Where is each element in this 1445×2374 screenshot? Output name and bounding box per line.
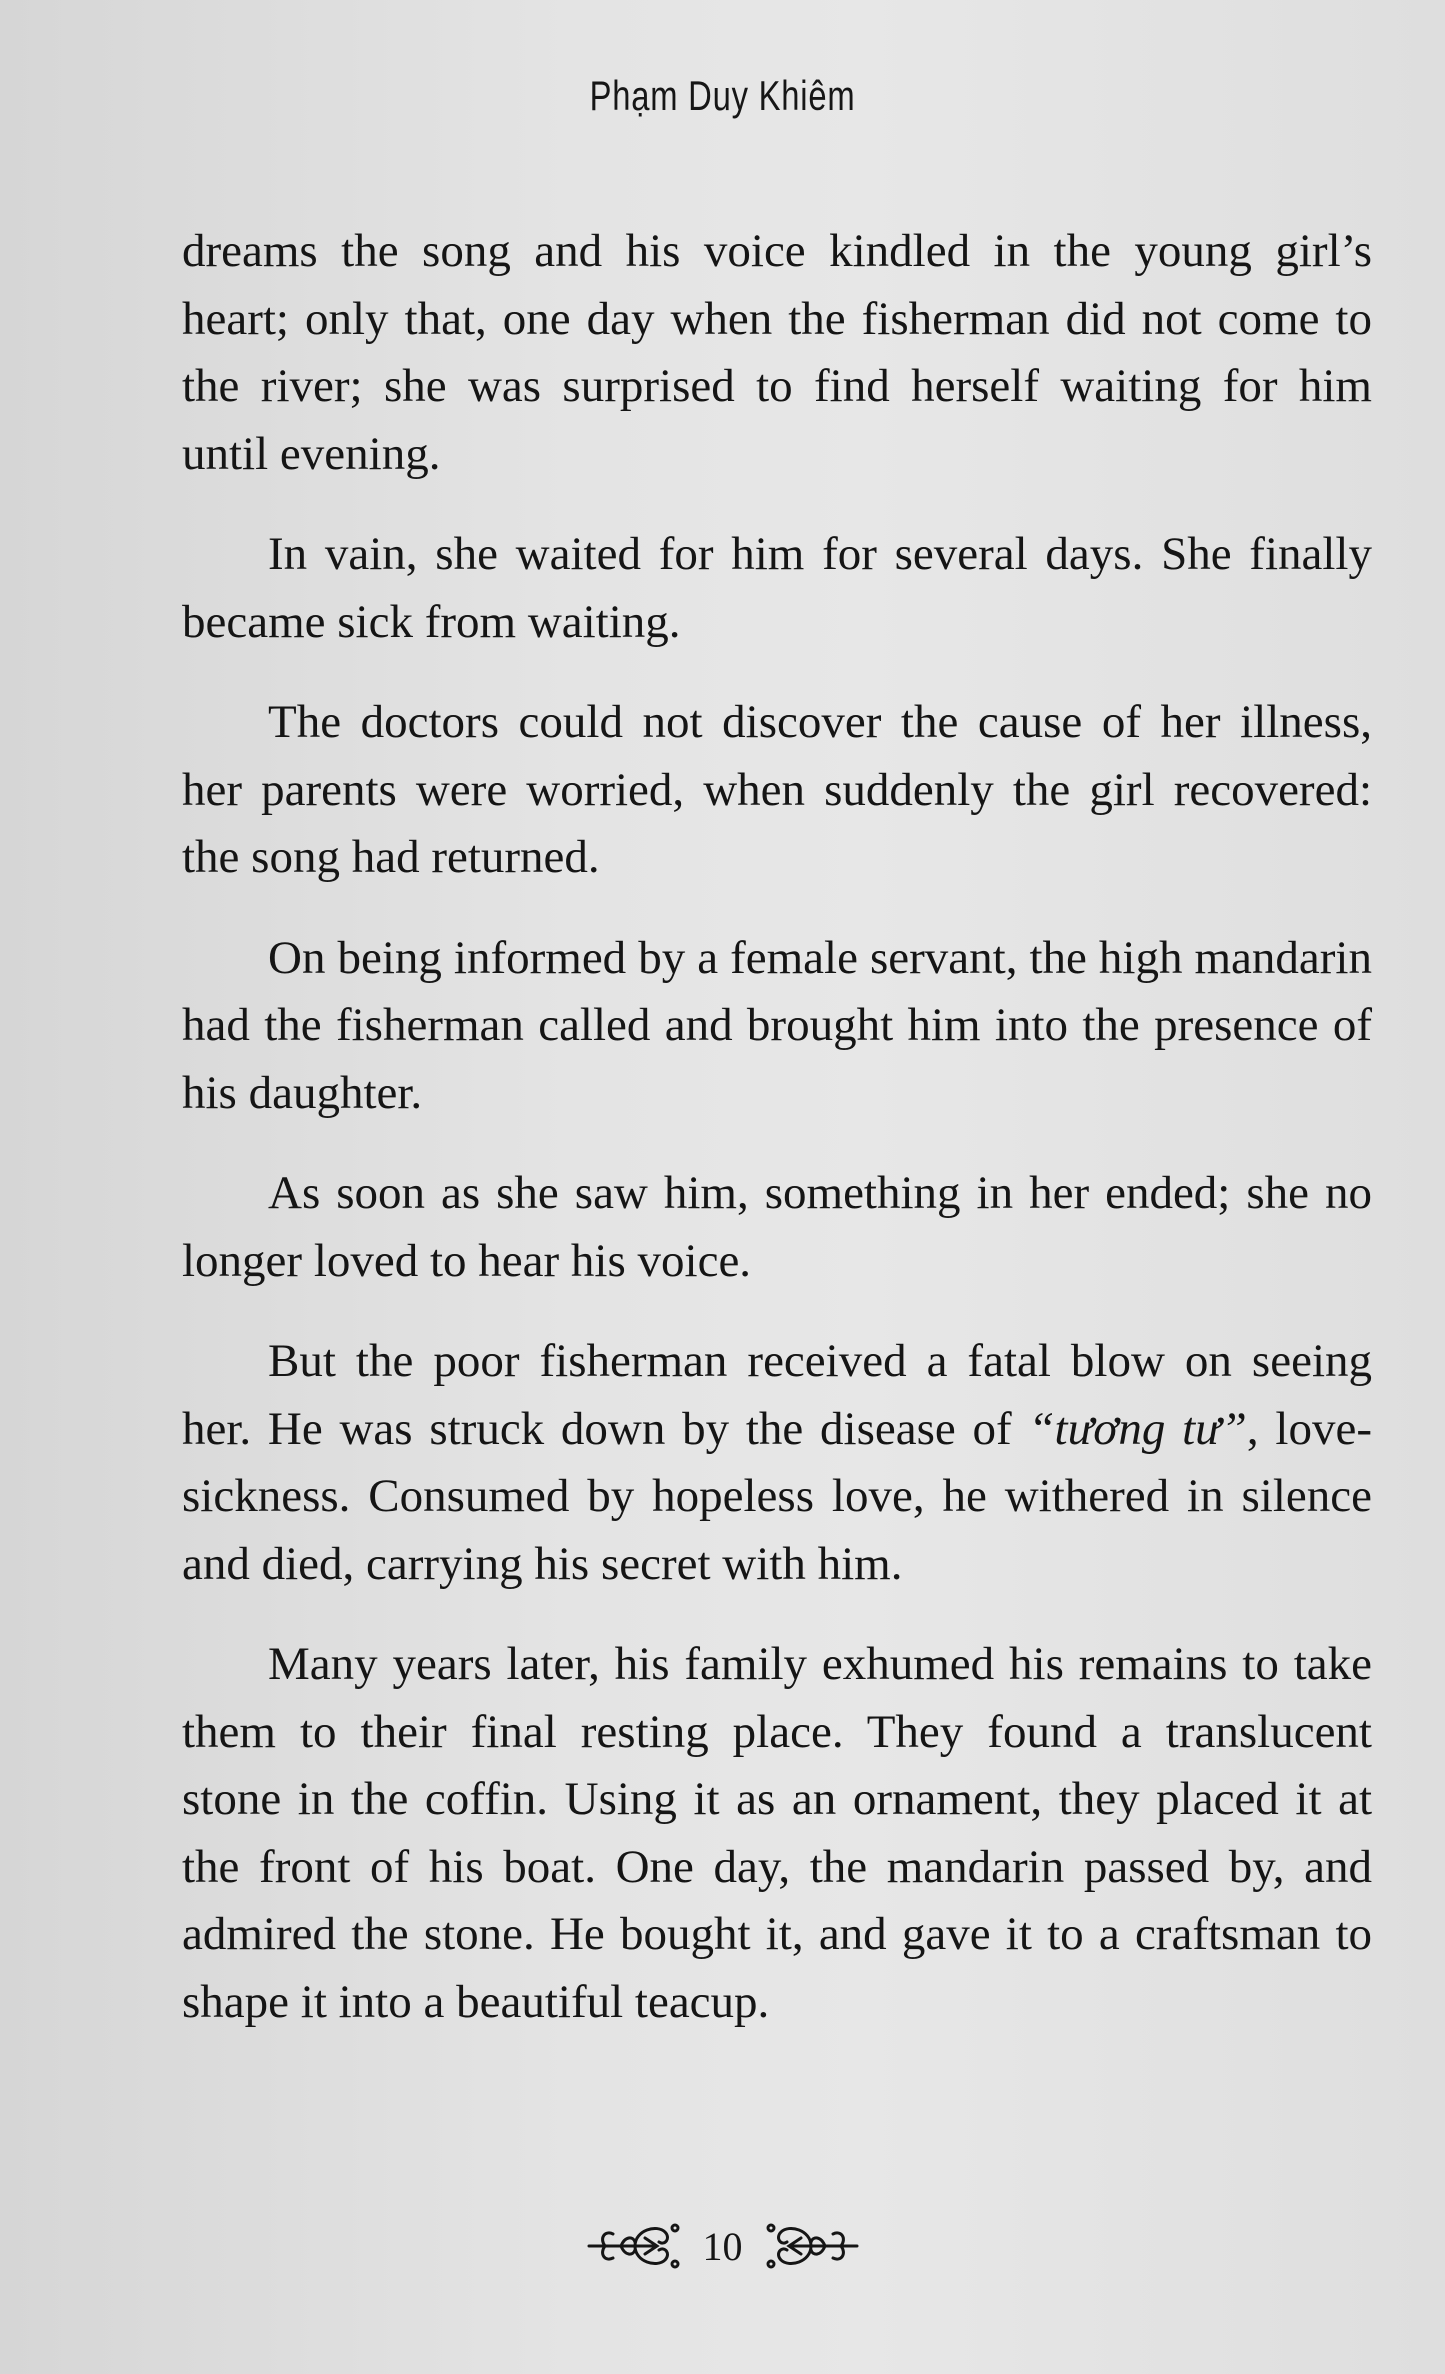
paragraph-3: The doctors could not discover the cause of her illness, her parents were worried, when suddenly the girl recovered: the song had returned.: [182, 696, 1372, 883]
paragraph-6-italic-term: “tương tư”: [1028, 1402, 1247, 1455]
page-number: 10: [702, 2223, 743, 2269]
paragraph-6-part-1: But the poor fisherman received a fatal blow on seeing her. He was struck down by the disease of: [182, 1335, 1372, 1455]
scroll-ornament-left-icon: [585, 2216, 685, 2276]
body-text: [182, 218, 1372, 2069]
scroll-ornament-right-icon: [761, 2216, 861, 2276]
paragraph-5: As soon as she saw him, something in her ended; she no longer loved to hear his voice.: [182, 1167, 1372, 1287]
paragraph-6: [182, 1328, 1372, 1598]
running-head-title: Phạm Duy Khiêm: [589, 72, 856, 119]
paragraph-7: Many years later, his family exhumed his remains to take them to their final resting place. They found a translucent stone in the coffin. Using it as an ornament, they placed it at the front of his boat. One day, the mandarin passed by, and admired the stone. He bought it, and gave it to a craftsman to shape it into a beautiful teacup.: [182, 1638, 1372, 2028]
paragraph-2: In vain, she waited for him for several days. She finally became sick from waiting.: [182, 528, 1372, 648]
paragraph-1: dreams the song and his voice kindled in the young girl’s heart; only that, one day when the fisherman did not come to the river; she was surprised to find herself waiting for him until evening.: [182, 225, 1372, 480]
page-footer: [0, 2216, 1445, 2276]
paragraph-6-part-2: , love-sickness. Consumed by hopeless love, he withered in silence and died, carrying his secret with him.: [182, 1402, 1372, 1590]
paragraph-4: On being informed by a female servant, the high mandarin had the fisherman called and brought him into the presence of his daughter.: [182, 931, 1372, 1119]
